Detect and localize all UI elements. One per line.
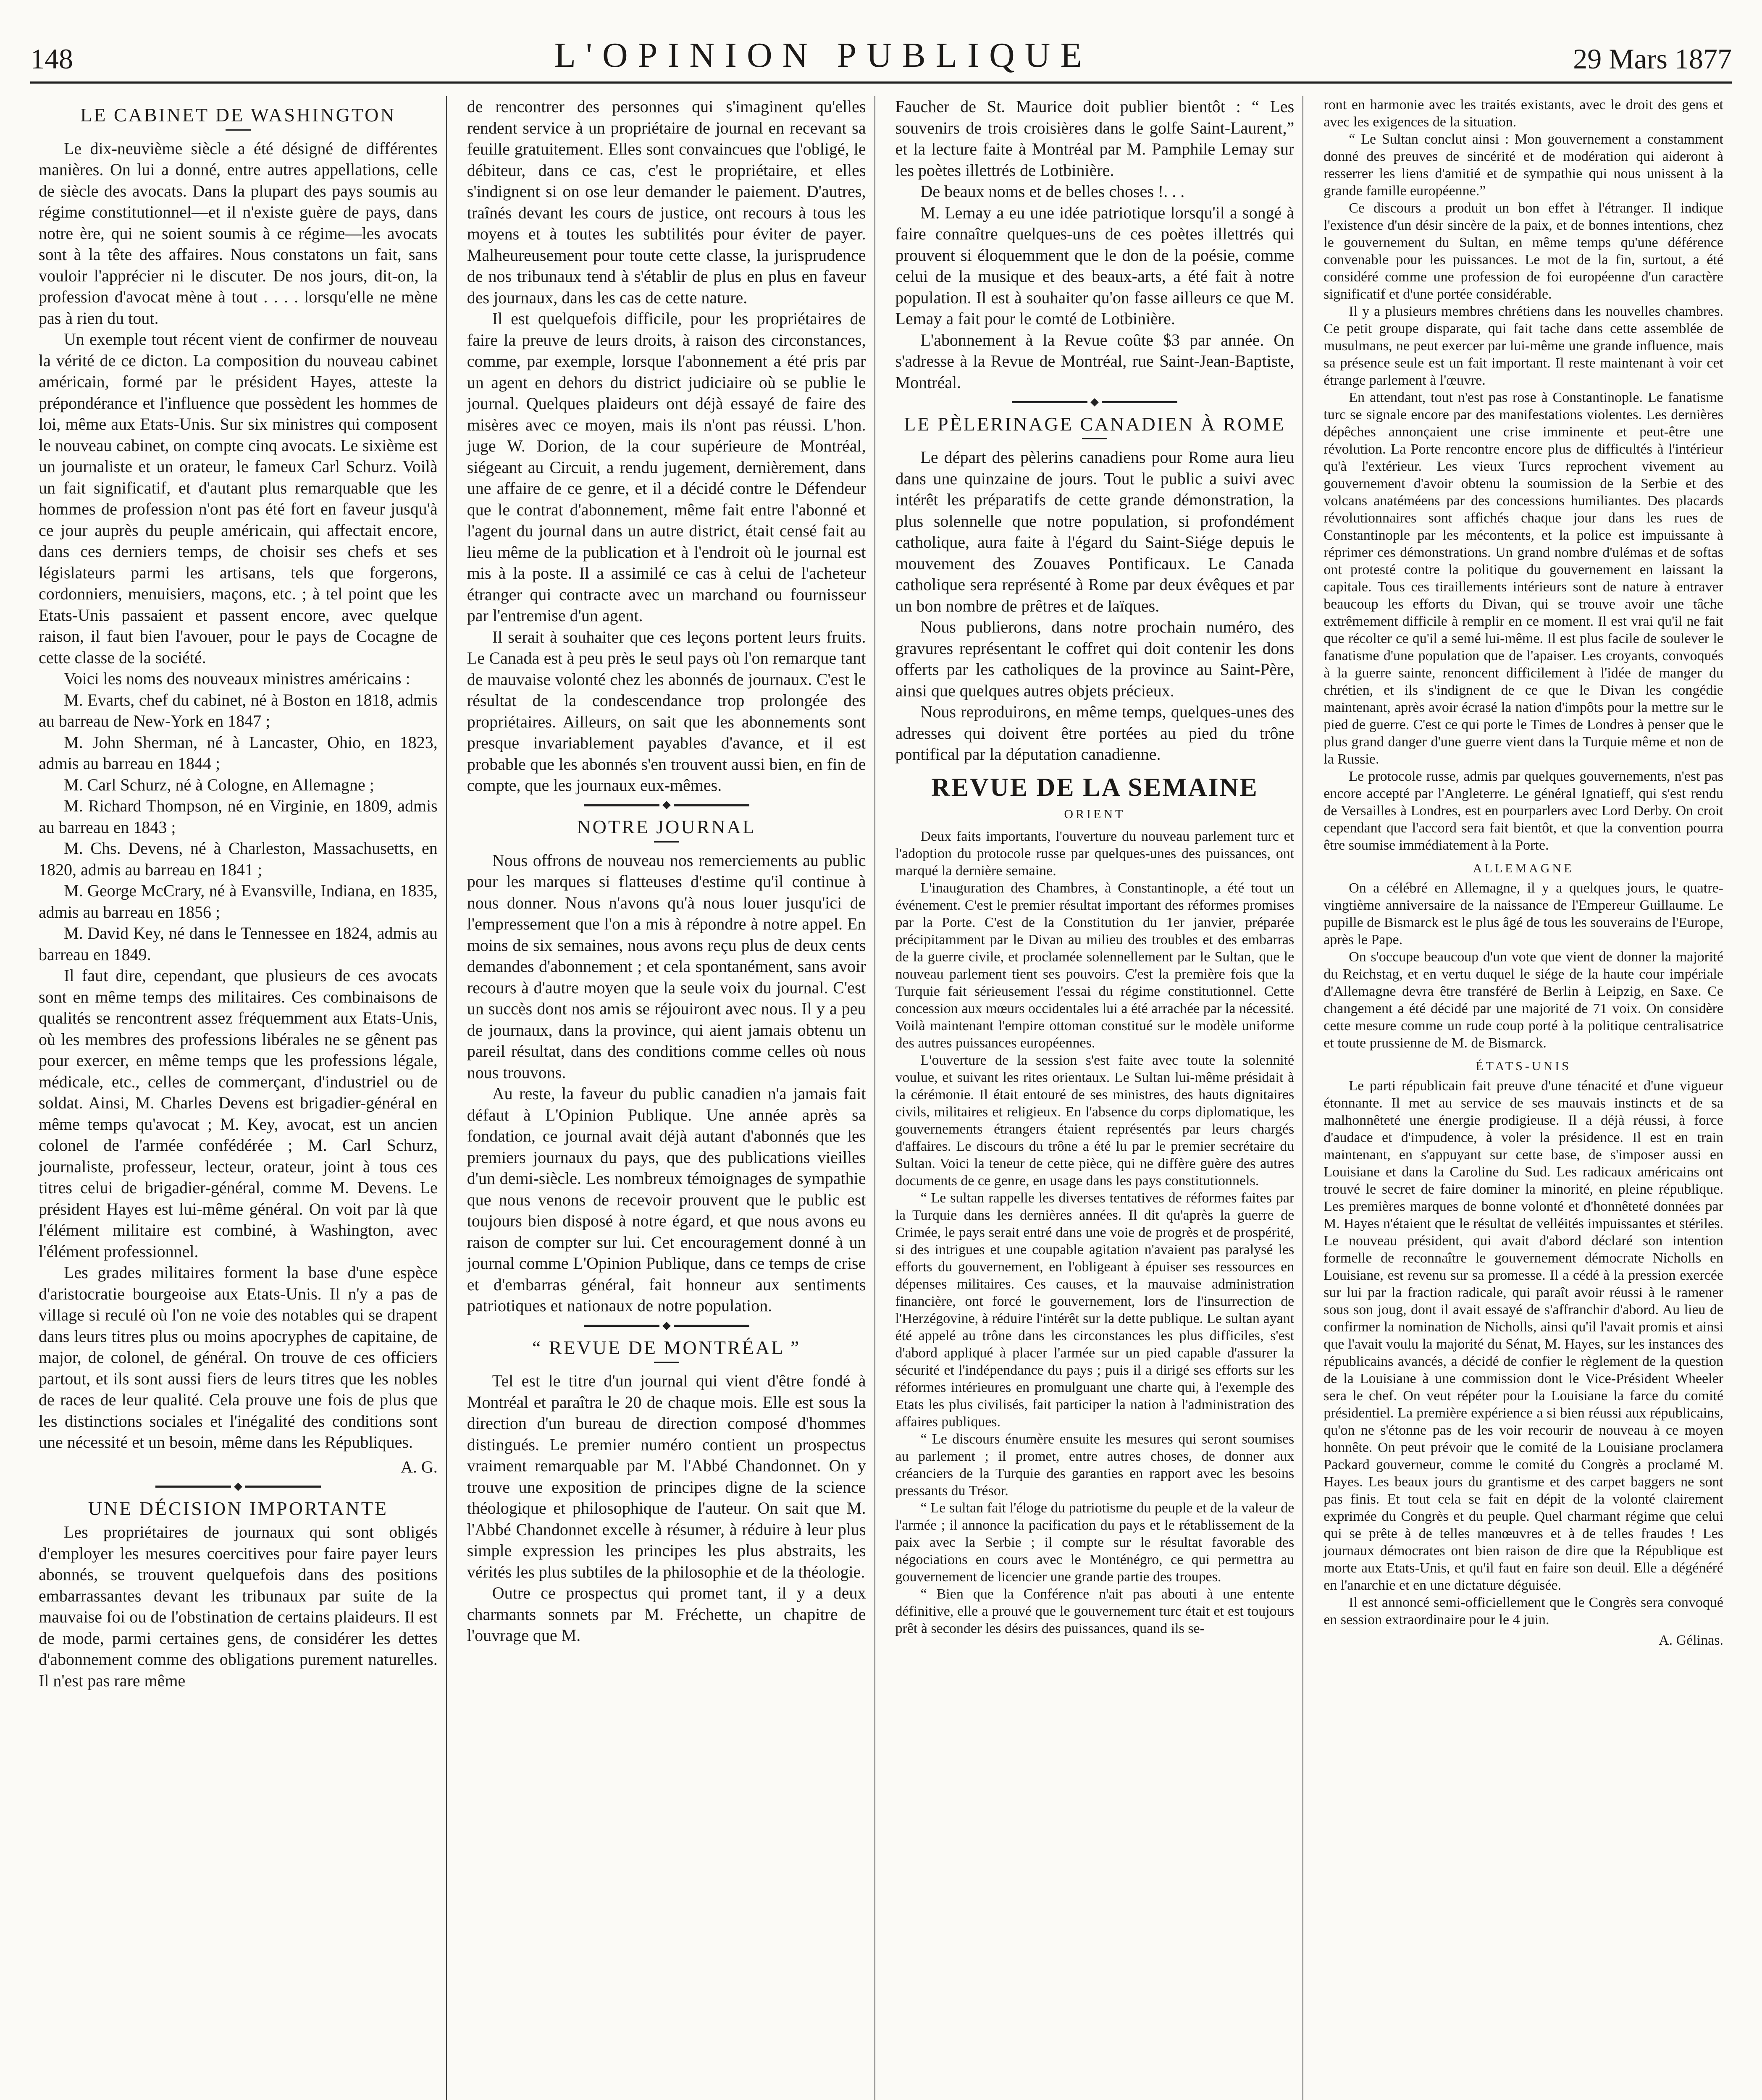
paragraph: M. George McCrary, né à Evansville, Indiana, en 1835, admis au barreau en 1856 ; xyxy=(39,881,438,921)
paragraph: On a célébré en Allemagne, il y a quelques jours, le quatre-vingtième anniversaire de la naissance de l'Empereur Guillaume. Le pupille de Bismarck est le plus âgé de tous les souverains de l'Europe, après le Pape. xyxy=(1323,880,1723,948)
paragraph: L'abonnement à la Revue coûte $3 par année. On s'adresse à la Revue de Montréal, rue Saint-Jean-Baptiste, Montréal. xyxy=(895,330,1295,392)
paragraph: En attendant, tout n'est pas rose à Constantinople. Le fanatisme turc se signale encore par des manifestations violentes. Les dernières dépêches annonçaient une crise imminente et peut-être une révolution. La Porte rencontre encore plus de difficultés à l'intérieur qu'à l'extérieur. Les vieux Turcs reprochent vivement au gouvernement d'avoir obtenu la soumission de la Serbie et des volcans anatéméens par des concessions humiliantes. Des placards révolutionnaires sont affichés chaque jour dans les rues de Constantinople par les mécontents, et la police est impuissante à réprimer ces démonstrations. Un grand nombre d'ulémas et de softas ont protesté contre la politique du gouvernement en laissant la capitale. Tous ces tiraillements intérieurs sont de nature à entraver beaucoup les efforts du Divan, qui se trouve avoir une tâche extrêmement difficile à remplir en ce moment. Il est vrai qu'il ne fait que récolter ce qu'il a semé lui-même. Il est plus facile de soulever le fanatisme d'une population que de l'apaiser. Les croyants, convoqués à la guerre sainte, renoncent difficilement à l'idée de manger du chrétien, et ils s'indignent de ce que le Divan les congédie maintenant, après avoir écrasé la nation d'impôts pour la mettre sur le pied de guerre. C'est ce qui porte le Times de Londres à penser que le plus grand danger d'une guerre vient dans la Turquie même et non de la Russie. xyxy=(1323,390,1723,767)
article-heading: LE CABINET DE WASHINGTON xyxy=(80,104,396,126)
paragraph: “ Bien que la Conférence n'ait pas abouti à une entente définitive, elle a prouvé que le gouvernement turc était et est toujours prêt à seconder les désirs des puissances, quand ils se- xyxy=(895,1586,1295,1636)
paragraph: Il est quelquefois difficile, pour les propriétaires de faire la preuve de leurs droits, à raison des circonstances, comme, par exemple, lorsque l'abonnement a été pris par un agent en dehors du district judiciaire où se publie le journal. Quelques plaideurs ont déjà essayé de faire des misères avec ce moyen, mais ils n'ont pas réussi. L'hon. juge W. Dorion, de la cour supérieure de Montréal, siégeant au Circuit, a rendu jugement, dernièrement, dans une affaire de ce genre, et il a décidé contre le Défendeur que le contrat d'abonnement, même fait entre l'abonné et l'agent du journal dans un autre district, était censé fait au lieu même de la publication et à l'endroit où le journal est mis à la poste. Il a assimilé ce cas à celui de l'acheteur étranger qui contracte avec un marchand ou fournisseur par l'entremise d'un agent. xyxy=(467,309,866,625)
paragraph: Au reste, la faveur du public canadien n'a jamais fait défaut à L'Opinion Publique. Une année après sa fondation, ce journal avait déjà autant d'abonnés que les premiers journaux du pays, que des publications vieilles d'un demi-siècle. Les nombreux témoignages de sympathie que nous venons de recevoir prouvent que le public est toujours bien disposé à notre égard, et que nous avons eu raison de compter sur lui. Cet encouragement donné à un journal comme L'Opinion Publique, dans ce temps de crise et d'embarras général, fait honneur aux sentiments patriotiques et nationaux de notre population. xyxy=(467,1084,866,1315)
ornament-divider xyxy=(895,396,1295,405)
section-subheading: ÉTATS-UNIS xyxy=(1476,1059,1571,1073)
paragraph: L'inauguration des Chambres, à Constantinople, a été tout un événement. C'est le premier résultat important des réformes promises par la Porte. C'est de la Constitution du 1er janvier, préparée précipitamment par le Divan au milieu des troubles et des embarras de la guerre civile, et proclamée solennellement par le Sultan, que le nouveau parlement tient ses pouvoirs. C'est la première fois que la Turquie fait sérieusement l'essai du régime constitutionnel. Cette concession aux mœurs occidentales lui a été arrachée par la nécessité. Voilà maintenant l'empire ottoman constitué sur le modèle uniforme des autres puissances européennes. xyxy=(895,880,1295,1051)
issue-date: 29 Mars 1877 xyxy=(1573,43,1732,75)
paragraph: Il faut dire, cependant, que plusieurs de ces avocats sont en même temps des militaires. Ces combinaisons de qualités se rencontrent assez fréquemment aux Etats-Unis, où les membres des professions libérales ne se gênent pas pour exercer, en même temps que les professions légale, médicale, etc., celles de commerçant, d'industriel ou de soldat. Ainsi, M. Charles Devens est brigadier-général en même temps qu'avocat ; M. Key, avocat, est un ancien colonel de l'armée confédérée ; M. Carl Schurz, journaliste, professeur, lecteur, orateur, joint à tous ces titres celui de brigadier-général, comme M. Devens. Le président Hayes est lui-même général. On voit par là que l'élément militaire est combiné, à Washington, avec l'élément professionnel. xyxy=(39,966,438,1261)
paragraph: M. Chs. Devens, né à Charleston, Massachusetts, en 1820, admis au barreau en 1841 ; xyxy=(39,839,438,879)
divider xyxy=(226,129,251,131)
section-subheading: ALLEMAGNE xyxy=(1473,861,1574,875)
paragraph: M. Richard Thompson, né en Virginie, en 1809, admis au barreau en 1843 ; xyxy=(39,796,438,837)
paragraph: de rencontrer des personnes qui s'imaginent qu'elles rendent service à un propriétaire de journal en recevant sa feuille gratuitement. Elles sont convaincues que l'obligé, le débiteur, dans ce cas, c'est le propriétaire, et elles s'indignent si on ose leur demander le paiement. D'autres, traînés devant les cours de justice, ont recours à tous les moyens et à toutes les subtilités pour éviter de payer. Malheureusement pour toute cette classe, la jurisprudence de nos tribunaux tend à s'établir de plus en plus en faveur des journaux, dans les cas de cette nature. xyxy=(467,97,866,307)
divider xyxy=(654,841,679,843)
paragraph: Le protocole russe, admis par quelques gouvernements, n'est pas encore accepté par l'Angleterre. Le général Ignatieff, qui s'est rendu de Versailles à Londres, est en pourparlers avec Lord Derby. On croit cependant que l'accord sera fait bientôt, et que la convention pourra être soumise immédiatement à la Porte. xyxy=(1323,769,1723,853)
paragraph: Le départ des pèlerins canadiens pour Rome aura lieu dans une quinzaine de jours. Tout le public a suivi avec intérêt les préparatifs de cette grande démonstration, la plus solennelle que notre population, si profondément catholique, aura faite à l'égard du Saint-Siége depuis le mouvement des Zouaves Pontificaux. Le Canada catholique sera représenté à Rome par deux évêques et par un bon nombre de prêtres et de laïques. xyxy=(895,448,1295,615)
paragraph: Le parti républicain fait preuve d'une ténacité et d'une vigueur étonnante. Il met au service de ses mauvais instincts et de sa malhonnêteté une énergie prodigieuse. Il a déjà réussi, à force d'audace et d'impudence, à voler la présidence. Il est en train maintenant, en s'appuyant sur cette base, de s'imposer aussi en Louisiane et dans la Caroline du Sud. Les radicaux américains ont trouvé le secret de faire dominer la minorité, en pleine république. Les premières marques de bonne volonté et d'honnêteté données par M. Hayes n'étaient que le résultat de velléités impuissantes et stériles. Le nouveau président, qui avait d'abord déclaré son intention formelle de reconnaître le gouvernement démocrate Nicholls en Louisiane, est revenu sur sa promesse. Il a cédé à la pression exercée sur lui par la fraction radicale, qui paraît avoir réussi à le ramener sous son joug, dont il avait essayé de s'affranchir d'abord. Au lieu de confirmer la nomination de Nicholls, ainsi qu'il l'avait promis et ainsi que l'avait voulu la majorité du Sénat, M. Hayes, sur les instances des républicains avancés, a décidé de confier le règlement de la question de la Louisiane à une commission dont le Vice-Président Wheeler sera le chef. On veut répéter pour la Louisiane la farce du comité présidentiel. La première expérience a si bien réussi aux républicains, qu'on ne s'étonne pas de les voir recourir de nouveau à ce moyen honnête. On peut prévoir que le comité de la Louisiane proclamera Packard gouverneur, comme le comité du Congrès a proclamé M. Hayes. Les beaux jours du grantisme et des carpet baggers ne sont pas finis. Et tout cela se fait en dépit de la volonté clairement exprimée du Congrès et du peuple. Quel charmant régime que celui qui se prête à de telles manœuvres et à de telles fraudes ! Les journaux démocrates ont bien raison de dire que la République est morte aux Etats-Unis, et qu'il faut en faire son deuil. Elle a dégénéré en l'anarchie et en une dictature déguisée. xyxy=(1323,1078,1723,1593)
article-columns xyxy=(30,96,1732,2100)
paragraph: On s'occupe beaucoup d'un vote que vient de donner la majorité du Reichstag, et en vertu duquel le siége de la haute cour impériale d'Allemagne devra être transféré de Berlin à Leipzig, en Saxe. Ce changement a été décidé par une majorité de 71 voix. On considère cette mesure comme un rude coup porté à la politique centralisatrice et toute prussienne de M. de Bismarck. xyxy=(1323,949,1723,1051)
divider xyxy=(1082,438,1107,439)
paragraph: Nous reproduirons, en même temps, quelques-unes des adresses qui doivent être portées au pied du trône pontifical par la députation canadienne. xyxy=(895,702,1295,764)
paragraph: “ Le sultan rappelle les diverses tentatives de réformes faites par la Turquie dans les dernières années. Il dit qu'après la guerre de Crimée, le pays serait entré dans une voie de progrès et de prospérité, si des intrigues et une coupable agitation n'avaient pas paralysé les efforts du gouvernement, en l'obligeant à épuiser ses ressources en dépenses militaires. Ces causes, et la mauvaise administration financière, ont forcé le gouvernement, lors de l'insurrection de l'Herzégovine, à réduire l'intérêt sur la dette publique. Le sultan ayant été appelé au trône dans les circonstances les plus difficiles, s'est d'abord appliqué à placer l'armée sur un pied capable d'assurer la sécurité et l'indépendance du pays ; puis il a dirigé ses efforts sur les réformes intérieures en promulguant une charte qui, à l'exemple des Etats les plus civilisés, fait participer la nation à l'administration des affaires publiques. xyxy=(895,1190,1295,1430)
signature: A. Gélinas. xyxy=(1659,1633,1723,1648)
article-heading: LE PÈLERINAGE CANADIEN À ROME xyxy=(904,413,1286,435)
paragraph: M. Carl Schurz, né à Cologne, en Allemagne ; xyxy=(64,775,374,794)
ornament-divider xyxy=(39,1481,438,1490)
paragraph: Tel est le titre d'un journal qui vient d'être fondé à Montréal et paraîtra le 20 de chaque mois. Elle est sous la direction d'un bureau de direction composé d'hommes distingués. Le premier numéro contient un prospectus vraiment remarquable par M. l'Abbé Chandonnet. On y trouve une exposition de principes digne de la science théologique et philosophique de l'auteur. On sait que M. l'Abbé Chandonnet excelle à résumer, à réduire à leur plus simple expression les principes les plus abstraits, les vérités les plus subtiles de la philosophie et de la théologie. xyxy=(467,1371,866,1581)
paragraph: Deux faits importants, l'ouverture du nouveau parlement turc et l'adoption du protocole russe par quelques-unes des puissances, ont marqué la dernière semaine. xyxy=(895,828,1295,879)
column-4 xyxy=(1315,96,1732,2100)
paragraph: M. David Key, né dans le Tennessee en 1824, admis au barreau en 1849. xyxy=(39,924,438,964)
column-2 xyxy=(459,96,875,2100)
paragraph: Ce discours a produit un bon effet à l'étranger. Il indique l'existence d'un désir sincère de la paix, et de bonnes intentions, chez le gouvernement du Sultan, en même temps qu'une déférence convenable pour les puissances. Le mot de la fin, surtout, a été considéré comme une profession de foi européenne d'un caractère significatif et d'une portée considérable. xyxy=(1323,200,1723,302)
paragraph: Les propriétaires de journaux qui sont obligés d'employer les mesures coercitives pour faire payer leurs abonnés, se trouvent quelquefois dans des positions embarrassantes devant les tribunaux par suite de la mauvaise foi ou de l'obstination de certains plaideurs. Il est de mode, parmi certaines gens, de considérer les dettes d'abonnement comme des obligations purement naturelles. Il n'est pas rare même xyxy=(39,1522,438,1690)
masthead-rule xyxy=(30,81,1732,84)
paragraph: “ Le Sultan conclut ainsi : Mon gouvernement a constamment donné des preuves de sincérité et de modération qui aideront à resserrer les liens d'amitié et de sympathie qui nous unissent à la grande famille européenne.” xyxy=(1323,131,1723,199)
paragraph: “ Le sultan fait l'éloge du patriotisme du peuple et de la valeur de l'armée ; il annonce la pacification du pays et le rétablissement de la paix avec la Serbie ; il compte sur le résultat favorable des négociations en cours avec le Monténégro, ce qui permettra au gouvernement de licencier une grande partie des troupes. xyxy=(895,1500,1295,1585)
paragraph: M. John Sherman, né à Lancaster, Ohio, en 1823, admis au barreau en 1844 ; xyxy=(39,732,438,773)
masthead xyxy=(30,25,1732,76)
paragraph: De beaux noms et de belles choses !. . . xyxy=(920,182,1185,201)
paragraph: M. Evarts, chef du cabinet, né à Boston en 1818, admis au barreau de New-York en 1847 ; xyxy=(39,690,438,730)
paragraph: Faucher de St. Maurice doit publier bientôt : “ Les souvenirs de trois croisières dans le golfe Saint-Laurent,” et la lecture faite à Montréal par M. Pamphile Lemay sur les poètes illettrés de Lotbinière. xyxy=(895,97,1295,180)
paragraph: Il est annoncé semi-officiellement que le Congrès sera convoqué en session extraordinaire pour le 4 juin. xyxy=(1323,1595,1723,1628)
article-heading: “ REVUE DE MONTRÉAL ” xyxy=(532,1336,801,1358)
paragraph: Outre ce prospectus qui promet tant, il y a deux charmants sonnets par M. Fréchette, un chapitre de l'ouvrage que M. xyxy=(467,1583,866,1645)
page-number: 148 xyxy=(30,43,73,75)
paragraph: Le dix-neuvième siècle a été désigné de différentes manières. On lui a donné, entre autres appellations, celle de siècle des avocats. Dans la plupart des pays soumis au régime constitutionnel—et il n'existe guère de pays, dans notre ère, qui ne soient soumis à ce régime—les avocats sont à la tête des affaires. Nous constatons un fait, sans vouloir l'apprécier ni le discuter. De nos jours, dit-on, la profession d'avocat mène à tout . . . . lorsqu'elle ne mène pas à rien du tout. xyxy=(39,139,438,328)
column-1 xyxy=(30,96,447,2100)
article-heading: NOTRE JOURNAL xyxy=(577,816,756,838)
paragraph: M. Lemay a eu une idée patriotique lorsqu'il a songé à faire connaître quelques-uns de ces poètes illettrés qui prouvent si éloquemment que le don de la poésie, comme celui de la musique et des beaux-arts, a été fait à notre population. Il est à souhaiter qu'on fasse ailleurs ce que M. Lemay a fait pour le comté de Lotbinière. xyxy=(895,203,1295,328)
paragraph: Voici les noms des nouveaux ministres américains : xyxy=(64,669,410,688)
paragraph: Un exemple tout récent vient de confirmer de nouveau la vérité de ce dicton. La composition du nouveau cabinet américain, formé par le président Hayes, atteste la prépondérance et l'influence que possèdent les hommes de loi, même aux Etats-Unis. Sur six ministres qui composent le nouveau cabinet, on compte cinq avocats. Le sixième est un journaliste et un orateur, le fameux Carl Schurz. Voilà un fait significatif, et d'autant plus remarquable que les hommes de profession n'ont pas été fort en faveur jusqu'à ce jour auprès du peuple américain, qui affectait encore, dans ces derniers temps, de choisir ses chefs et ses législateurs parmi les artisans, tels que forgerons, cordonniers, menuisiers, maçons, etc. ; à tel point que les Etats-Unis passaient et passent encore, avec quelque raison, il faut bien l'avouer, pour le pays de Cocagne de cette classe de la société. xyxy=(39,330,438,667)
paragraph: Nous offrons de nouveau nos remerciements au public pour les marques si flatteuses d'estime qu'il continue à nous donner. Nous n'avons qu'à nous louer jusqu'ici de l'empressement que l'on a mis à répondre à notre appel. En moins de six semaines, nous avons reçu plus de deux cents demandes d'abonnement ; et cela spontanément, sans avoir recours à d'autre moyen que la seule voix du journal. C'est un succès dont nos amis se réjouiront avec nous. Il y a peu de journaux, dans la province, qui aient jamais obtenu un pareil résultat, dans des conditions comme celles où nous nous trouvons. xyxy=(467,850,866,1082)
ornament-divider xyxy=(467,800,866,808)
article-heading: UNE DÉCISION IMPORTANTE xyxy=(88,1497,388,1519)
paragraph: Il serait à souhaiter que ces leçons portent leurs fruits. Le Canada est à peu près le seul pays où l'on remarque tant de mauvaise volonté chez les abonnés de journaux. C'est le résultat de la condescendance trop prolongée des propriétaires. Ailleurs, on sait que les abonnements sont presque invariablement payables d'avance, et il est probable que les abonnés s'en trouvent aussi bien, en fin de compte, que les journaux eux-mêmes. xyxy=(467,627,866,795)
paragraph: Les grades militaires forment la base d'une espèce d'aristocratie bourgeoise aux Etats-Unis. Il n'y a pas de village si reculé où l'on ne voie des notables qui se drapent dans leurs titres plus ou moins apocryphes de capitaine, de major, de colonel, de général. On trouve de ces officiers partout, et ils sont aussi fiers de leurs titres que les nobles de races de leur qualité. Cela prouve une fois de plus que les distinctions sociales et l'inégalité des conditions sont une nécessité et un besoin, même dans les Républiques. xyxy=(39,1263,438,1452)
newspaper-title: L'OPINION PUBLIQUE xyxy=(554,36,1092,75)
paragraph: Il y a plusieurs membres chrétiens dans les nouvelles chambres. Ce petit groupe disparate, qui fait tache dans cette assemblée de musulmans, ne peut exercer par lui-même une grande influence, mais sa présence seule est un fait important. Il reste maintenant à voir cet étrange parlement à l'œuvre. xyxy=(1323,304,1723,388)
paragraph: Nous publierons, dans notre prochain numéro, des gravures représentant le coffret qui doit contenir les dons offerts par les catholiques de la province au Saint-Père, ainsi que quelques autres objets précieux. xyxy=(895,617,1295,700)
paragraph: L'ouverture de la session s'est faite avec toute la solennité voulue, et suivant les rites orientaux. Le Sultan lui-même présidait à la cérémonie. Il était entouré de ses ministres, des hauts dignitaires civils, militaires et religieux. En l'absence du corps diplomatique, les gouvernements étrangers étaient représentés par leurs chargés d'affaires. Le discours du trône a été lu par le premier secrétaire du Sultan. Voici la teneur de cette pièce, qui ne diffère guère des autres documents de ce genre, en usage dans les pays constitutionnels. xyxy=(895,1052,1295,1189)
ornament-divider xyxy=(467,1320,866,1329)
signature: A. G. xyxy=(400,1457,438,1476)
divider xyxy=(654,1362,679,1363)
section-subheading: ORIENT xyxy=(1064,807,1126,822)
paragraph: ront en harmonie avec les traités existants, avec le droit des gens et avec les exigences de la situation. xyxy=(1323,97,1723,130)
section-heading: REVUE DE LA SEMAINE xyxy=(931,773,1258,802)
column-3 xyxy=(887,96,1304,2100)
paragraph: “ Le discours énumère ensuite les mesures qui seront soumises au parlement ; il promet, entre autres choses, de donner aux créanciers de la Turquie des garanties en rapport avec les besoins pressants du Trésor. xyxy=(895,1431,1295,1499)
